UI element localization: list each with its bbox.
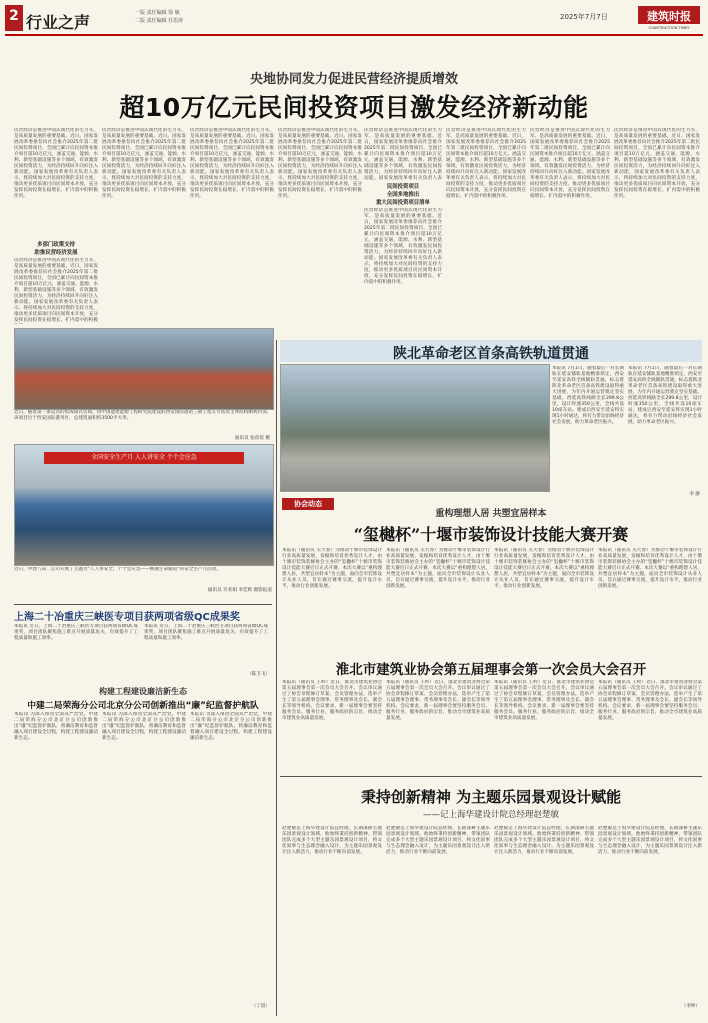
teamwork-headline: “玺樾杯”十堰市装饰设计技能大赛开赛 (353, 525, 629, 544)
lead-body-col1b: 民营经济是推进中国式现代化的生力军，是高质量发展的重要基础。近日，国家发展改革委推荐向社会推介2025年第二批民间投资项目，全国已累计向民间资本推介项目超10万亿元，涵盖交通、能源、水利、新型基础设施等多个领域，有效激发民间投资活力，为经济持续回升向好注入新动能。国家发展改革委有关负责人表示，将持续加大对民间投资的支持力度，推动更多优质项目向民间资本开放，充分发挥民间投资在稳增长、扩内需中的积极 (14, 258, 98, 323)
green-body-col2: 本报讯 为深入推进全面从严治党，中建二局荣海分公司北京分公司创新推出“廉”纪监督护航队，将廉洁教育和监督融入项目建设全过程，构建工程建设廉洁新生态。 (102, 712, 186, 741)
lead-body-col5b: 民营经济是推进中国式现代化的生力军，是高质量发展的重要基础。近日，国家发展改革委推荐向社会推介2025年第二批民间投资项目，全国已累计向民间资本推介项目超10万亿元，涵盖交通、能源、水利、新型基础设施等多个领域，有效激发民间投资活力，为经济持续回升向好注入新动能。国家发展改革委有关负责人表示，将持续加大对民间投资的支持力度，推动更多优质项目向民间资本开放，充分发挥民间投资在稳增长、扩内需中的积极作用。 (364, 208, 442, 285)
lead-body-col6: 民营经济是推进中国式现代化的生力军，是高质量发展的重要基础。近日，国家发展改革委推荐向社会推介2025年第二批民间投资项目，全国已累计向民间资本推介项目超10万亿元，涵盖交通、能源、水利、新型基础设施等多个领域，有效激发民间投资活力，为经济持续回升向好注入新动能。国家发展改革委有关负责人表示，将持续加大对民间投资的支持力度，推动更多优质项目向民间资本开放，充分发挥民间投资在稳增长、扩内需中的积极作用。 (446, 128, 526, 199)
masthead-title: 建筑时报 (647, 10, 691, 23)
lead-subhead-2: 助推民营经济发展 (34, 250, 78, 256)
huaibei-headline: 淮北市建筑业协会第五届理事会第一次会员大会召开 (335, 662, 647, 678)
theme-credit: （李坤） (681, 1004, 700, 1009)
theme-body-col4: 赵楚敏是上海华建设计院总经理，长期深耕主题乐园景观设计领域。他始终秉持创新精神，带领团队完成多个大型主题乐园景观设计项目，将文化叙事与生态理念融入设计，为主题乐园景观设计注入新活力，推动行业不断向前发展。 (598, 826, 702, 855)
site-photo-banner: 全国安全生产月 人人讲安全 个个会应急 (44, 452, 244, 464)
lead-body-col2: 民营经济是推进中国式现代化的生力军，是高质量发展的重要基础。近日，国家发展改革委推荐向社会推介2025年第二批民间投资项目，全国已累计向民间资本推介项目超10万亿元，涵盖交通、能源、水利、新型基础设施等多个领域，有效激发民间投资活力，为经济持续回升向好注入新动能。国家发展改革委有关负责人表示，将持续加大对民间投资的支持力度，推动更多优质项目向民间资本开放，充分发挥民间投资在稳增长、扩内需中的积极作用。 (102, 128, 186, 199)
lead-body-col3: 民营经济是推进中国式现代化的生力军，是高质量发展的重要基础。近日，国家发展改革委推荐向社会推介2025年第二批民间投资项目，全国已累计向民间资本推介项目超10万亿元，涵盖交通、能源、水利、新型基础设施等多个领域，有效激发民间投资活力，为经济持续回升向好注入新动能。国家发展改革委有关负责人表示，将持续加大对民间投资的支持力度，推动更多优质项目向民间资本开放，充分发挥民间投资在稳增长、扩内需中的积极作用。 (190, 128, 274, 199)
lead-photo-caption: 近日，随着第一条运送的集成箱式房间，由中国能建能源工程研究院建设的西安国际港站三期工程五号站房主体结构顺利封顶。该项目位于西安国际港务区，总建筑面积约3500平方米。 (14, 410, 272, 421)
teamwork-body-col1: 本报讯（通讯员 关大春）为推动十堰市装饰设计行业高质量发展，发掘和培育优秀设计人才，由十堰市装饰装修协会主办的“玺樾杯”十堰市装饰设计技能大赛近日正式开赛。本次大赛以“重构理想人居，共塑宜居样本”为主题，面向全市装饰设计从业人员，旨在通过赛事交流，提升设计水平，推动行业创新发展。 (282, 548, 382, 589)
lead-subhead-5: 重大民间投资项目清单 (376, 200, 430, 206)
qc-headline: 上海二十冶重庆三峡医专项目获两项省级QC成果奖 (14, 612, 240, 623)
lead-subhead-1: 多部门政策支持 (37, 242, 75, 248)
editor-line-2: 二版 责任编辑 任思涛 (135, 18, 184, 24)
site-photo-credit: 通讯员 许亚娟 李佳辉 摄影报道 (207, 588, 272, 593)
column-divider (276, 340, 277, 1016)
huaibei-body-col1: 本报讯（通讯员 王岭）近日，淮北市建筑业协会第五届理事会第一次会员大会召开。会议审议通过了协会章程修订草案、会员管理办法，选举产生了第五届理事会理事、常务理事及会长、副会长等领导机构。会议要求，新一届理事会要坚持服务会员、服务行业、服务政府的宗旨，推动全市建筑业高质量发展。 (282, 680, 382, 721)
theme-rule (280, 776, 702, 777)
lead-body-col7: 民营经济是推进中国式现代化的生力军，是高质量发展的重要基础。近日，国家发展改革委推荐向社会推介2025年第二批民间投资项目，全国已累计向民间资本推介项目超10万亿元，涵盖交通、能源、水利、新型基础设施等多个领域，有效激发民间投资活力，为经济持续回升向好注入新动能。国家发展改革委有关负责人表示，将持续加大对民间投资的支持力度，推动更多优质项目向民间资本开放，充分发挥民间投资在稳增长、扩内需中的积极作用。 (530, 128, 610, 199)
huaibei-body-col4: 本报讯（通讯员 王岭）近日，淮北市建筑业协会第五届理事会第一次会员大会召开。会议审议通过了协会章程修订草案、会员管理办法，选举产生了第五届理事会理事、常务理事及会长、副会长等领导机构。会议要求，新一届理事会要坚持服务会员、服务行业、服务政府的宗旨，推动全市建筑业高质量发展。 (598, 680, 702, 721)
teamwork-body-col4: 本报讯（通讯员 关大春）为推动十堰市装饰设计行业高质量发展，发掘和培育优秀设计人才，由十堰市装饰装修协会主办的“玺樾杯”十堰市装饰设计技能大赛近日正式开赛。本次大赛以“重构理想人居，共塑宜居样本”为主题，面向全市装饰设计从业人员，旨在通过赛事交流，提升设计水平，推动行业创新发展。 (598, 548, 702, 589)
issue-date: 2025年7月7日 (560, 13, 608, 21)
site-photo-caption: 近日，中建八局二公司开展了主题为“人人讲安全，个个会应急——畅通生命通道”的安全生产月活动。 (14, 567, 221, 572)
green-headline: 中建二局荣海分公司北京分公司创新推出“廉”纪监督护航队 (27, 701, 259, 711)
lead-body-col8: 民营经济是推进中国式现代化的生力军，是高质量发展的重要基础。近日，国家发展改革委推荐向社会推介2025年第二批民间投资项目，全国已累计向民间资本推介项目超10万亿元，涵盖交通、能源、水利、新型基础设施等多个领域，有效激发民间投资活力，为经济持续回升向好注入新动能。国家发展改革委有关负责人表示，将持续加大对民间投资的支持力度，推动更多优质项目向民间资本开放，充分发挥民间投资在稳增长、扩内需中的积极作用。 (614, 128, 700, 199)
teamwork-body-col2: 本报讯（通讯员 关大春）为推动十堰市装饰设计行业高质量发展，发掘和培育优秀设计人才，由十堰市装饰装修协会主办的“玺樾杯”十堰市装饰设计技能大赛近日正式开赛。本次大赛以“重构理想人居，共塑宜居样本”为主题，面向全市装饰设计从业人员，旨在通过赛事交流，提升设计水平，推动行业创新发展。 (386, 548, 490, 589)
masthead-english: CONSTRUCTION TIMES (648, 26, 690, 30)
rail-author: 李 静 (689, 492, 700, 497)
teamwork-kicker: 重构理想人居 共塑宜居样本 (435, 509, 547, 519)
green-kicker: 构建工程建设廉洁新生态 (99, 687, 187, 696)
qc-body-col1: 本报讯 近日，上海二十冶重庆三峡医专项目获两项省级QC成果奖，项目团队聚焦施工难点开展质量攻关，有效提升了工程质量和施工效率。 (14, 624, 138, 641)
page-number: 2 (9, 8, 19, 24)
green-body-col1: 本报讯 为深入推进全面从严治党，中建二局荣海分公司北京分公司创新推出“廉”纪监督护航队，将廉洁教育和监督融入项目建设全过程，构建工程建设廉洁新生态。 (14, 712, 98, 741)
rail-body-col2: 本报讯 7月1日，随着最后一对长钢轨在延安铺轨基地精准锁定，西安至延安高铁全线铺轨贯通，标志着陕北革命老区首条高铁建设取得重大进展，为年内开通运营奠定坚实基础。西延高铁线路全长299.8公里，设计时速350公里，全线共设10座车站。建成后西安至延安将实现1小时通达，将有力带动沿线经济社会发展，助力革命老区振兴。 (628, 366, 702, 425)
header-rule (5, 34, 703, 36)
lead-photo (14, 328, 274, 410)
qc-rule (14, 604, 272, 605)
theme-body-col1: 赵楚敏是上海华建设计院总经理，长期深耕主题乐园景观设计领域。他始终秉持创新精神，带领团队完成多个大型主题乐园景观设计项目，将文化叙事与生态理念融入设计，为主题乐园景观设计注入新活力，推动行业不断向前发展。 (282, 826, 382, 855)
rail-headline: 陕北革命老区首条高铁轨道贯通 (393, 346, 589, 362)
theme-body-col2: 赵楚敏是上海华建设计院总经理，长期深耕主题乐园景观设计领域。他始终秉持创新精神，带领团队完成多个大型主题乐园景观设计项目，将文化叙事与生态理念融入设计，为主题乐园景观设计注入新活力，推动行业不断向前发展。 (386, 826, 490, 855)
huaibei-body-col3: 本报讯（通讯员 王岭）近日，淮北市建筑业协会第五届理事会第一次会员大会召开。会议审议通过了协会章程修订草案、会员管理办法，选举产生了第五届理事会理事、常务理事及会长、副会长等领导机构。会议要求，新一届理事会要坚持服务会员、服务行业、服务政府的宗旨，推动全市建筑业高质量发展。 (494, 680, 594, 721)
editor-line-1: 一版 责任编辑 徐 敏 (135, 10, 180, 16)
association-tag: 协会动态 (282, 498, 334, 510)
lead-subhead-4: 全国多地推出 (386, 192, 420, 198)
theme-body-col3: 赵楚敏是上海华建设计院总经理，长期深耕主题乐园景观设计领域。他始终秉持创新精神，带领团队完成多个大型主题乐园景观设计项目，将文化叙事与生态理念融入设计，为主题乐园景观设计注入新活力，推动行业不断向前发展。 (494, 826, 594, 855)
rail-body-col1: 本报讯 7月1日，随着最后一对长钢轨在延安铺轨基地精准锁定，西安至延安高铁全线铺轨贯通，标志着陕北革命老区首条高铁建设取得重大进展，为年内开通运营奠定坚实基础。西延高铁线路全长299.8公里，设计时速350公里，全线共设10座车站。建成后西安至延安将实现1小时通达，将有力带动沿线经济社会发展，助力革命老区振兴。 (552, 366, 624, 425)
qc-credit: （陈卫飞） (247, 672, 270, 677)
lead-photo-credit: 通讯员 张蓓蓓 摄 (234, 436, 270, 441)
lead-body-col1: 民营经济是推进中国式现代化的生力军，是高质量发展的重要基础。近日，国家发展改革委推荐向社会推介2025年第二批民间投资项目，全国已累计向民间资本推介项目超10万亿元，涵盖交通、能源、水利、新型基础设施等多个领域，有效激发民间投资活力，为经济持续回升向好注入新动能。国家发展改革委有关负责人表示，将持续加大对民间投资的支持力度，推动更多优质项目向民间资本开放，充分发挥民间投资在稳增长、扩内需中的积极作用。 (14, 128, 98, 199)
theme-subtitle: ——记上海华建设计院总经理赵楚敏 (422, 810, 559, 820)
huaibei-body-col2: 本报讯（通讯员 王岭）近日，淮北市建筑业协会第五届理事会第一次会员大会召开。会议审议通过了协会章程修订草案、会员管理办法，选举产生了第五届理事会理事、常务理事及会长、副会长等领导机构。会议要求，新一届理事会要坚持服务会员、服务行业、服务政府的宗旨，推动全市建筑业高质量发展。 (386, 680, 490, 721)
qc-body-col2: 本报讯 近日，上海二十冶重庆三峡医专项目获两项省级QC成果奖，项目团队聚焦施工难点开展质量攻关，有效提升了工程质量和施工效率。 (144, 624, 268, 641)
lead-subhead-3: 民间投资项目 (386, 184, 420, 190)
lead-headline: 超10万亿元民间投资项目激发经济新动能 (119, 93, 589, 122)
teamwork-body-col3: 本报讯（通讯员 关大春）为推动十堰市装饰设计行业高质量发展，发掘和培育优秀设计人才，由十堰市装饰装修协会主办的“玺樾杯”十堰市装饰设计技能大赛近日正式开赛。本次大赛以“重构理想人居，共塑宜居样本”为主题，面向全市装饰设计从业人员，旨在通过赛事交流，提升设计水平，推动行业创新发展。 (494, 548, 594, 589)
lead-body-col5a: 民营经济是推进中国式现代化的生力军，是高质量发展的重要基础。近日，国家发展改革委推荐向社会推介2025年第二批民间投资项目，全国已累计向民间资本推介项目超10万亿元，涵盖交通、能源、水利、新型基础设施等多个领域，有效激发民间投资活力，为经济持续回升向好注入新动能。国家发展改革委有关负责人表 (364, 128, 442, 180)
theme-kicker: 秉持创新精神 为主题乐园景观设计赋能 (360, 788, 622, 806)
lead-body-col4: 民营经济是推进中国式现代化的生力军，是高质量发展的重要基础。近日，国家发展改革委推荐向社会推介2025年第二批民间投资项目，全国已累计向民间资本推介项目超10万亿元，涵盖交通、能源、水利、新型基础设施等多个领域，有效激发民间投资活力，为经济持续回升向好注入新动能。国家发展改革委有关负责人表示，将持续加大对民间投资的支持力度，推动更多优质项目向民间资本开放，充分发挥民间投资在稳增长、扩内需中的积极作用。 (278, 128, 362, 199)
rail-photo (280, 364, 550, 492)
section-title: 行业之声 (26, 13, 91, 32)
green-body-col3: 本报讯 为深入推进全面从严治党，中建二局荣海分公司北京分公司创新推出“廉”纪监督护航队，将廉洁教育和监督融入项目建设全过程，构建工程建设廉洁新生态。 (190, 712, 272, 741)
green-credit: （丁晨） (251, 1004, 270, 1009)
lead-kicker: 央地协同发力促进民营经济提质增效 (249, 72, 458, 87)
